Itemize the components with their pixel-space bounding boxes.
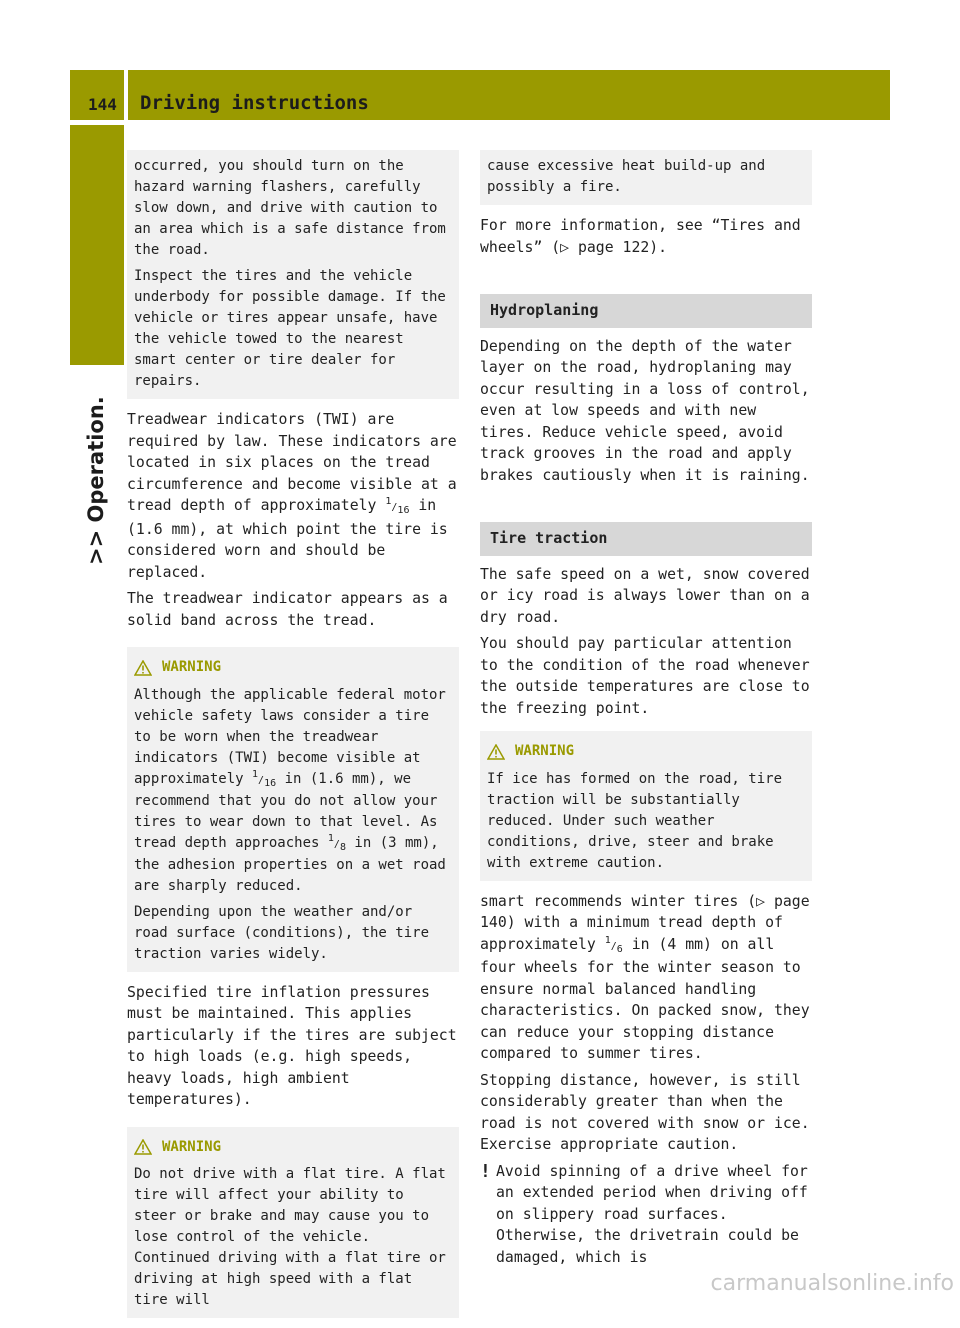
hazard-continuation-box <box>127 150 459 399</box>
warning-box-3 <box>480 731 812 881</box>
section-title: Driving instructions <box>128 70 890 120</box>
more-info-paragraph: For more information, see “Tires and wheels” (▷ page 122). <box>480 217 801 256</box>
warning-text: Although the applicable federal motor vehicle safety laws consider a tire to be worn when the treadwear indicators (TWI) become visible at approximately 1/16 in (1.6 mm), we recommend that you do not allow your tires to wear down to that level. As tread depth approaches 1/8 in (3 mm), the adhesion properties on a wet road are sharply reduced. <box>134 686 446 894</box>
caution-text: Avoid spinning of a drive wheel for an extended period when driving off on slippery road surfaces. Otherwise, the drivetrain could be damaged, which is <box>496 1162 808 1266</box>
side-tab-block <box>70 125 124 365</box>
hydroplaning-paragraph: Depending on the depth of the water layer on the road, hydroplaning may occur resulting in a loss of control, even at low speeds and with new tires. Reduce vehicle speed, avoid track grooves in the road and apply brakes cautiously when it is raining. <box>480 337 810 484</box>
warning-box-2 <box>127 1127 459 1319</box>
warning-title: WARNING <box>134 1137 452 1159</box>
warning-text: If ice has formed on the road, tire traction will be substantially reduced. Under such weather conditions, drive, steer and brake with extreme caution. <box>487 770 783 871</box>
warning-title: WARNING <box>487 741 805 763</box>
traction-paragraph: The safe speed on a wet, snow covered or icy road is always lower than on a dry road. <box>480 565 810 626</box>
warning-triangle-icon <box>487 744 505 760</box>
left-column <box>127 150 459 1328</box>
twi-band-paragraph: The treadwear indicator appears as a solid band across the tread. <box>127 590 448 629</box>
warning-box-1 <box>127 647 459 972</box>
fraction: 1/6 <box>604 934 623 955</box>
fraction: 1/16 <box>385 496 410 516</box>
right-column <box>480 150 812 1268</box>
warning-text: Do not drive with a flat tire. A flat tire will affect your ability to steer or brake and may cause you to lose control of the vehicle. Continued driving with a flat tire or driving at high speed with a flat tire will <box>134 1166 446 1308</box>
watermark: carmanualsonline.info <box>710 1271 954 1296</box>
caution-note <box>480 1161 812 1269</box>
inspect-paragraph: Inspect the tires and the vehicle underbody for possible damage. If the vehicle or tires appear unsafe, have the vehicle towed to the nearest smart center or tire dealer for repairs. <box>134 268 446 389</box>
section-heading-tire-traction: Tire traction <box>480 522 812 556</box>
side-tab-label: >> Operation. <box>84 396 108 565</box>
section-heading-hydroplaning: Hydroplaning <box>480 294 812 328</box>
winter-tires-paragraph: smart recommends winter tires (▷ page 140) with a minimum tread depth of approximately 1/6 in (4 mm) on all four wheels for the winter season to ensure normal balanced handling characteristics. On packed snow, they can reduce your stopping distance compared to summer tires. <box>480 892 810 1062</box>
warning-text: cause excessive heat build-up and possibly a fire. <box>487 158 766 195</box>
hazard-paragraph: occurred, you should turn on the hazard warning flashers, carefully slow down, and drive with caution to an area which is a safe distance from the road. <box>134 158 446 258</box>
warning-text: Depending upon the weather and/or road surface (conditions), the tire traction varies widely. <box>134 903 430 962</box>
page-number: 144 <box>70 70 124 120</box>
fraction: 1/16 <box>252 768 277 789</box>
stopping-distance-paragraph: Stopping distance, however, is still considerably greater than when the road is not covered with snow or ice. Exercise appropriate caution. <box>480 1071 810 1153</box>
warning-triangle-icon <box>134 1139 152 1155</box>
caution-mark-icon: ! <box>480 1160 491 1182</box>
warning-title: WARNING <box>134 657 452 679</box>
warning-triangle-icon <box>134 660 152 676</box>
traction-paragraph: You should pay particular attention to the condition of the road whenever the outside temperatures are close to the freezing point. <box>480 635 810 717</box>
twi-paragraph: Treadwear indicators (TWI) are required by law. These indicators are located in six places on the tread circumference and become visible at a tread depth of approximately 1/16 in (1.6 mm), at which point the tire is considered worn and should be replaced. <box>127 411 457 581</box>
fraction: 1/8 <box>327 832 346 853</box>
warning-continuation-box <box>480 150 812 205</box>
inflation-paragraph: Specified tire inflation pressures must be maintained. This applies particularly if the tires are subject to high loads (e.g. high speeds, heavy loads, high ambient temperatures). <box>127 983 457 1108</box>
